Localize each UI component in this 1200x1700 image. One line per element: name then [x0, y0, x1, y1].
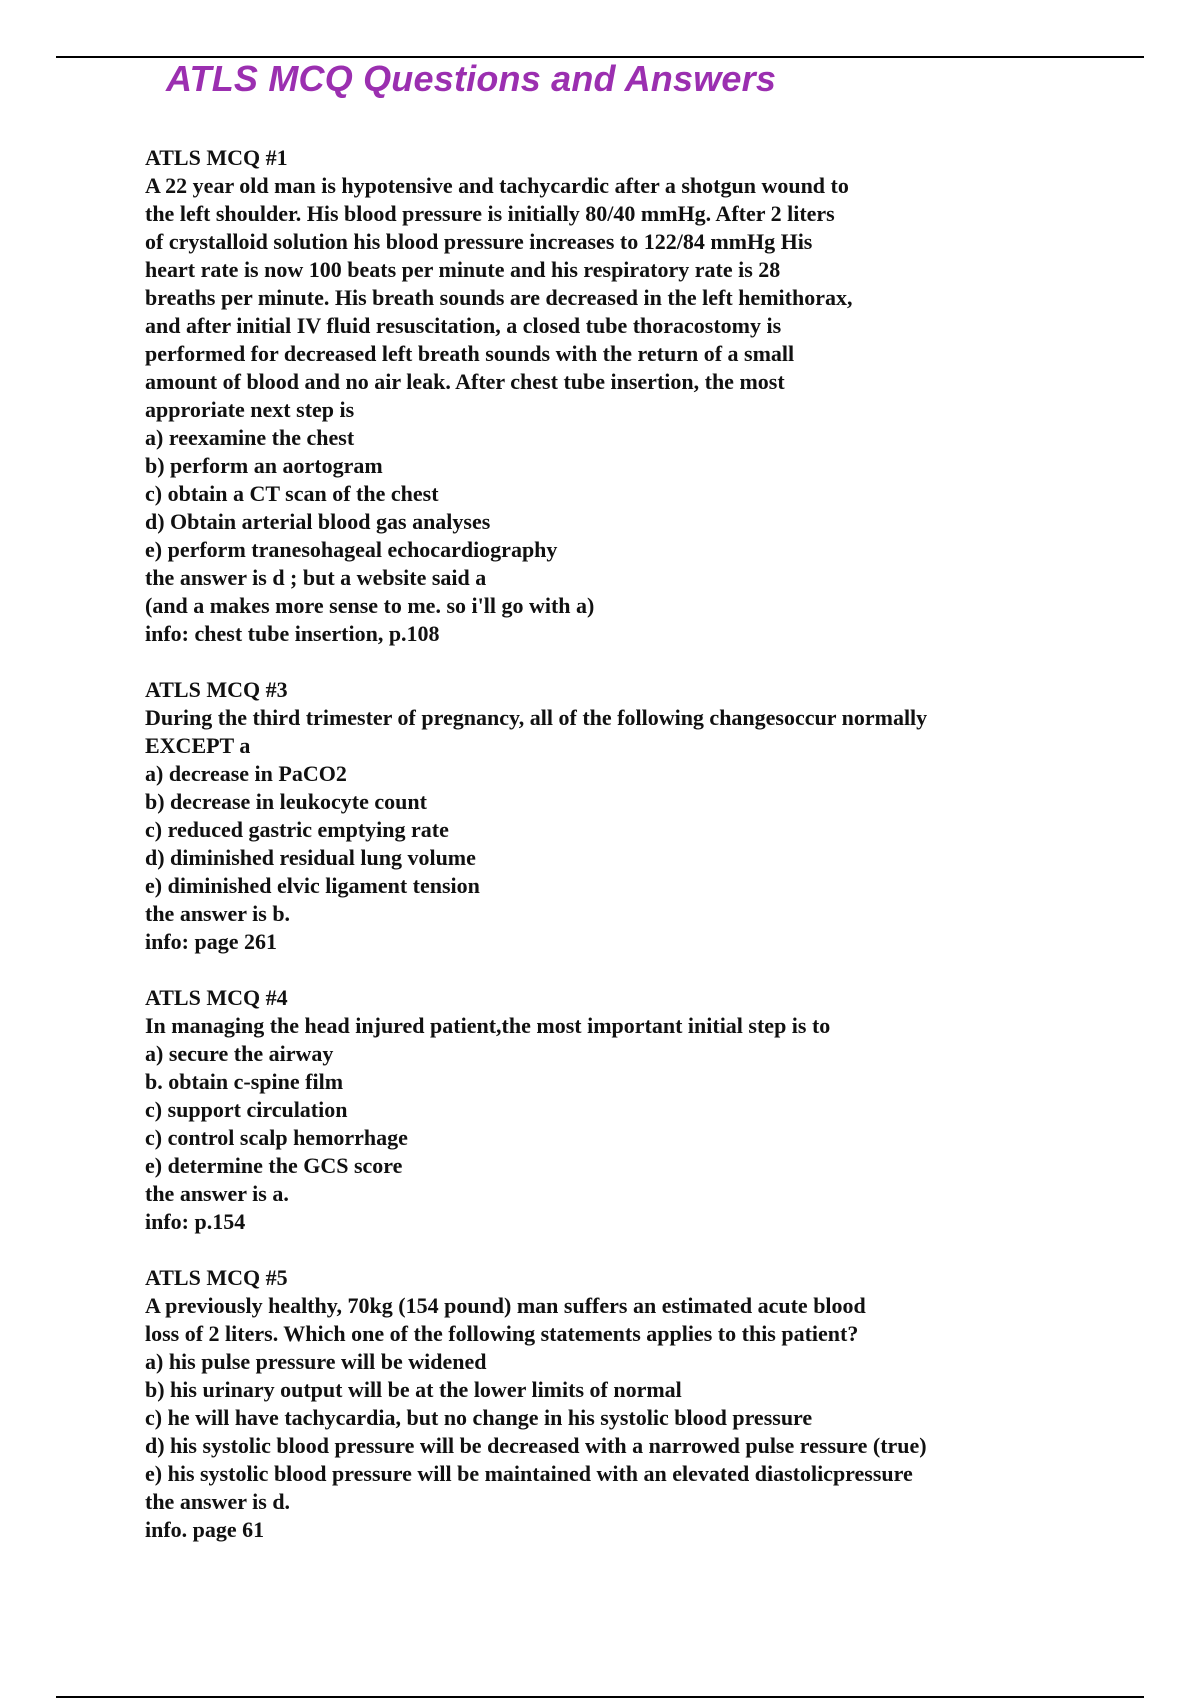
question-stem-line: heart rate is now 100 beats per minute and his respiratory rate is 28 [145, 257, 781, 282]
question-stem-line: A previously healthy, 70kg (154 pound) man suffers an estimated acute blood [145, 1293, 866, 1318]
answer-text: the answer is b. [145, 901, 291, 926]
answer-option: e) perform tranesohageal echocardiography [145, 537, 558, 562]
question-stem-line: During the third trimester of pregnancy, all of the following changesoccur normally [145, 705, 928, 730]
answer-text: (and a makes more sense to me. so i'll go with a) [145, 593, 595, 618]
question-block [145, 984, 1145, 1236]
answer-option: c) reduced gastric emptying rate [145, 817, 449, 842]
question-stem-line: In managing the head injured patient,the most important initial step is to [145, 1013, 831, 1038]
question-stem-line: loss of 2 liters. Which one of the following statements applies to this patient? [145, 1321, 859, 1346]
question-heading: ATLS MCQ #5 [145, 1265, 288, 1290]
answer-option: c) he will have tachycardia, but no change in his systolic blood pressure [145, 1405, 813, 1430]
question-stem-line: and after initial IV fluid resuscitation, a closed tube thoracostomy is [145, 313, 782, 338]
answer-option: a) secure the airway [145, 1041, 334, 1066]
question-heading: ATLS MCQ #4 [145, 985, 288, 1010]
document-title: ATLS MCQ Questions and Answers [166, 58, 777, 99]
question-stem-line: approriate next step is [145, 397, 355, 422]
question-heading: ATLS MCQ #3 [145, 677, 288, 702]
answer-option: c) support circulation [145, 1097, 348, 1122]
question-stem-line: EXCEPT a [145, 733, 251, 758]
answer-option: b. obtain c-spine film [145, 1069, 344, 1094]
document-body [145, 144, 1145, 1572]
answer-option: a) reexamine the chest [145, 425, 355, 450]
answer-option: b) decrease in leukocyte count [145, 789, 427, 814]
answer-option: d) his systolic blood pressure will be decreased with a narrowed pulse ressure (true) [145, 1433, 927, 1458]
answer-option: d) Obtain arterial blood gas analyses [145, 509, 491, 534]
answer-option: e) his systolic blood pressure will be maintained with an elevated diastolicpressure [145, 1461, 913, 1486]
info-reference: info: chest tube insertion, p.108 [145, 621, 440, 646]
question-block [145, 1264, 1145, 1544]
question-block [145, 676, 1145, 956]
answer-option: e) determine the GCS score [145, 1153, 403, 1178]
answer-option: c) control scalp hemorrhage [145, 1125, 408, 1150]
question-stem-line: amount of blood and no air leak. After chest tube insertion, the most [145, 369, 785, 394]
question-stem-line: breaths per minute. His breath sounds are decreased in the left hemithorax, [145, 285, 853, 310]
question-heading: ATLS MCQ #1 [145, 145, 288, 170]
question-stem-line: the left shoulder. His blood pressure is initially 80/40 mmHg. After 2 liters [145, 201, 835, 226]
answer-option: b) perform an aortogram [145, 453, 383, 478]
answer-option: b) his urinary output will be at the lower limits of normal [145, 1377, 682, 1402]
info-reference: info: p.154 [145, 1209, 246, 1234]
answer-text: the answer is a. [145, 1181, 289, 1206]
answer-option: e) diminished elvic ligament tension [145, 873, 480, 898]
question-stem-line: A 22 year old man is hypotensive and tachycardic after a shotgun wound to [145, 173, 849, 198]
answer-text: the answer is d ; but a website said a [145, 565, 487, 590]
question-stem-line: performed for decreased left breath sounds with the return of a small [145, 341, 795, 366]
answer-option: d) diminished residual lung volume [145, 845, 476, 870]
info-reference: info. page 61 [145, 1517, 265, 1542]
answer-text: the answer is d. [145, 1489, 291, 1514]
bottom-rule [56, 1696, 1144, 1698]
answer-option: a) decrease in PaCO2 [145, 761, 347, 786]
question-block [145, 144, 1145, 648]
question-stem-line: of crystalloid solution his blood pressure increases to 122/84 mmHg His [145, 229, 813, 254]
answer-option: a) his pulse pressure will be widened [145, 1349, 487, 1374]
answer-option: c) obtain a CT scan of the chest [145, 481, 439, 506]
info-reference: info: page 261 [145, 929, 277, 954]
